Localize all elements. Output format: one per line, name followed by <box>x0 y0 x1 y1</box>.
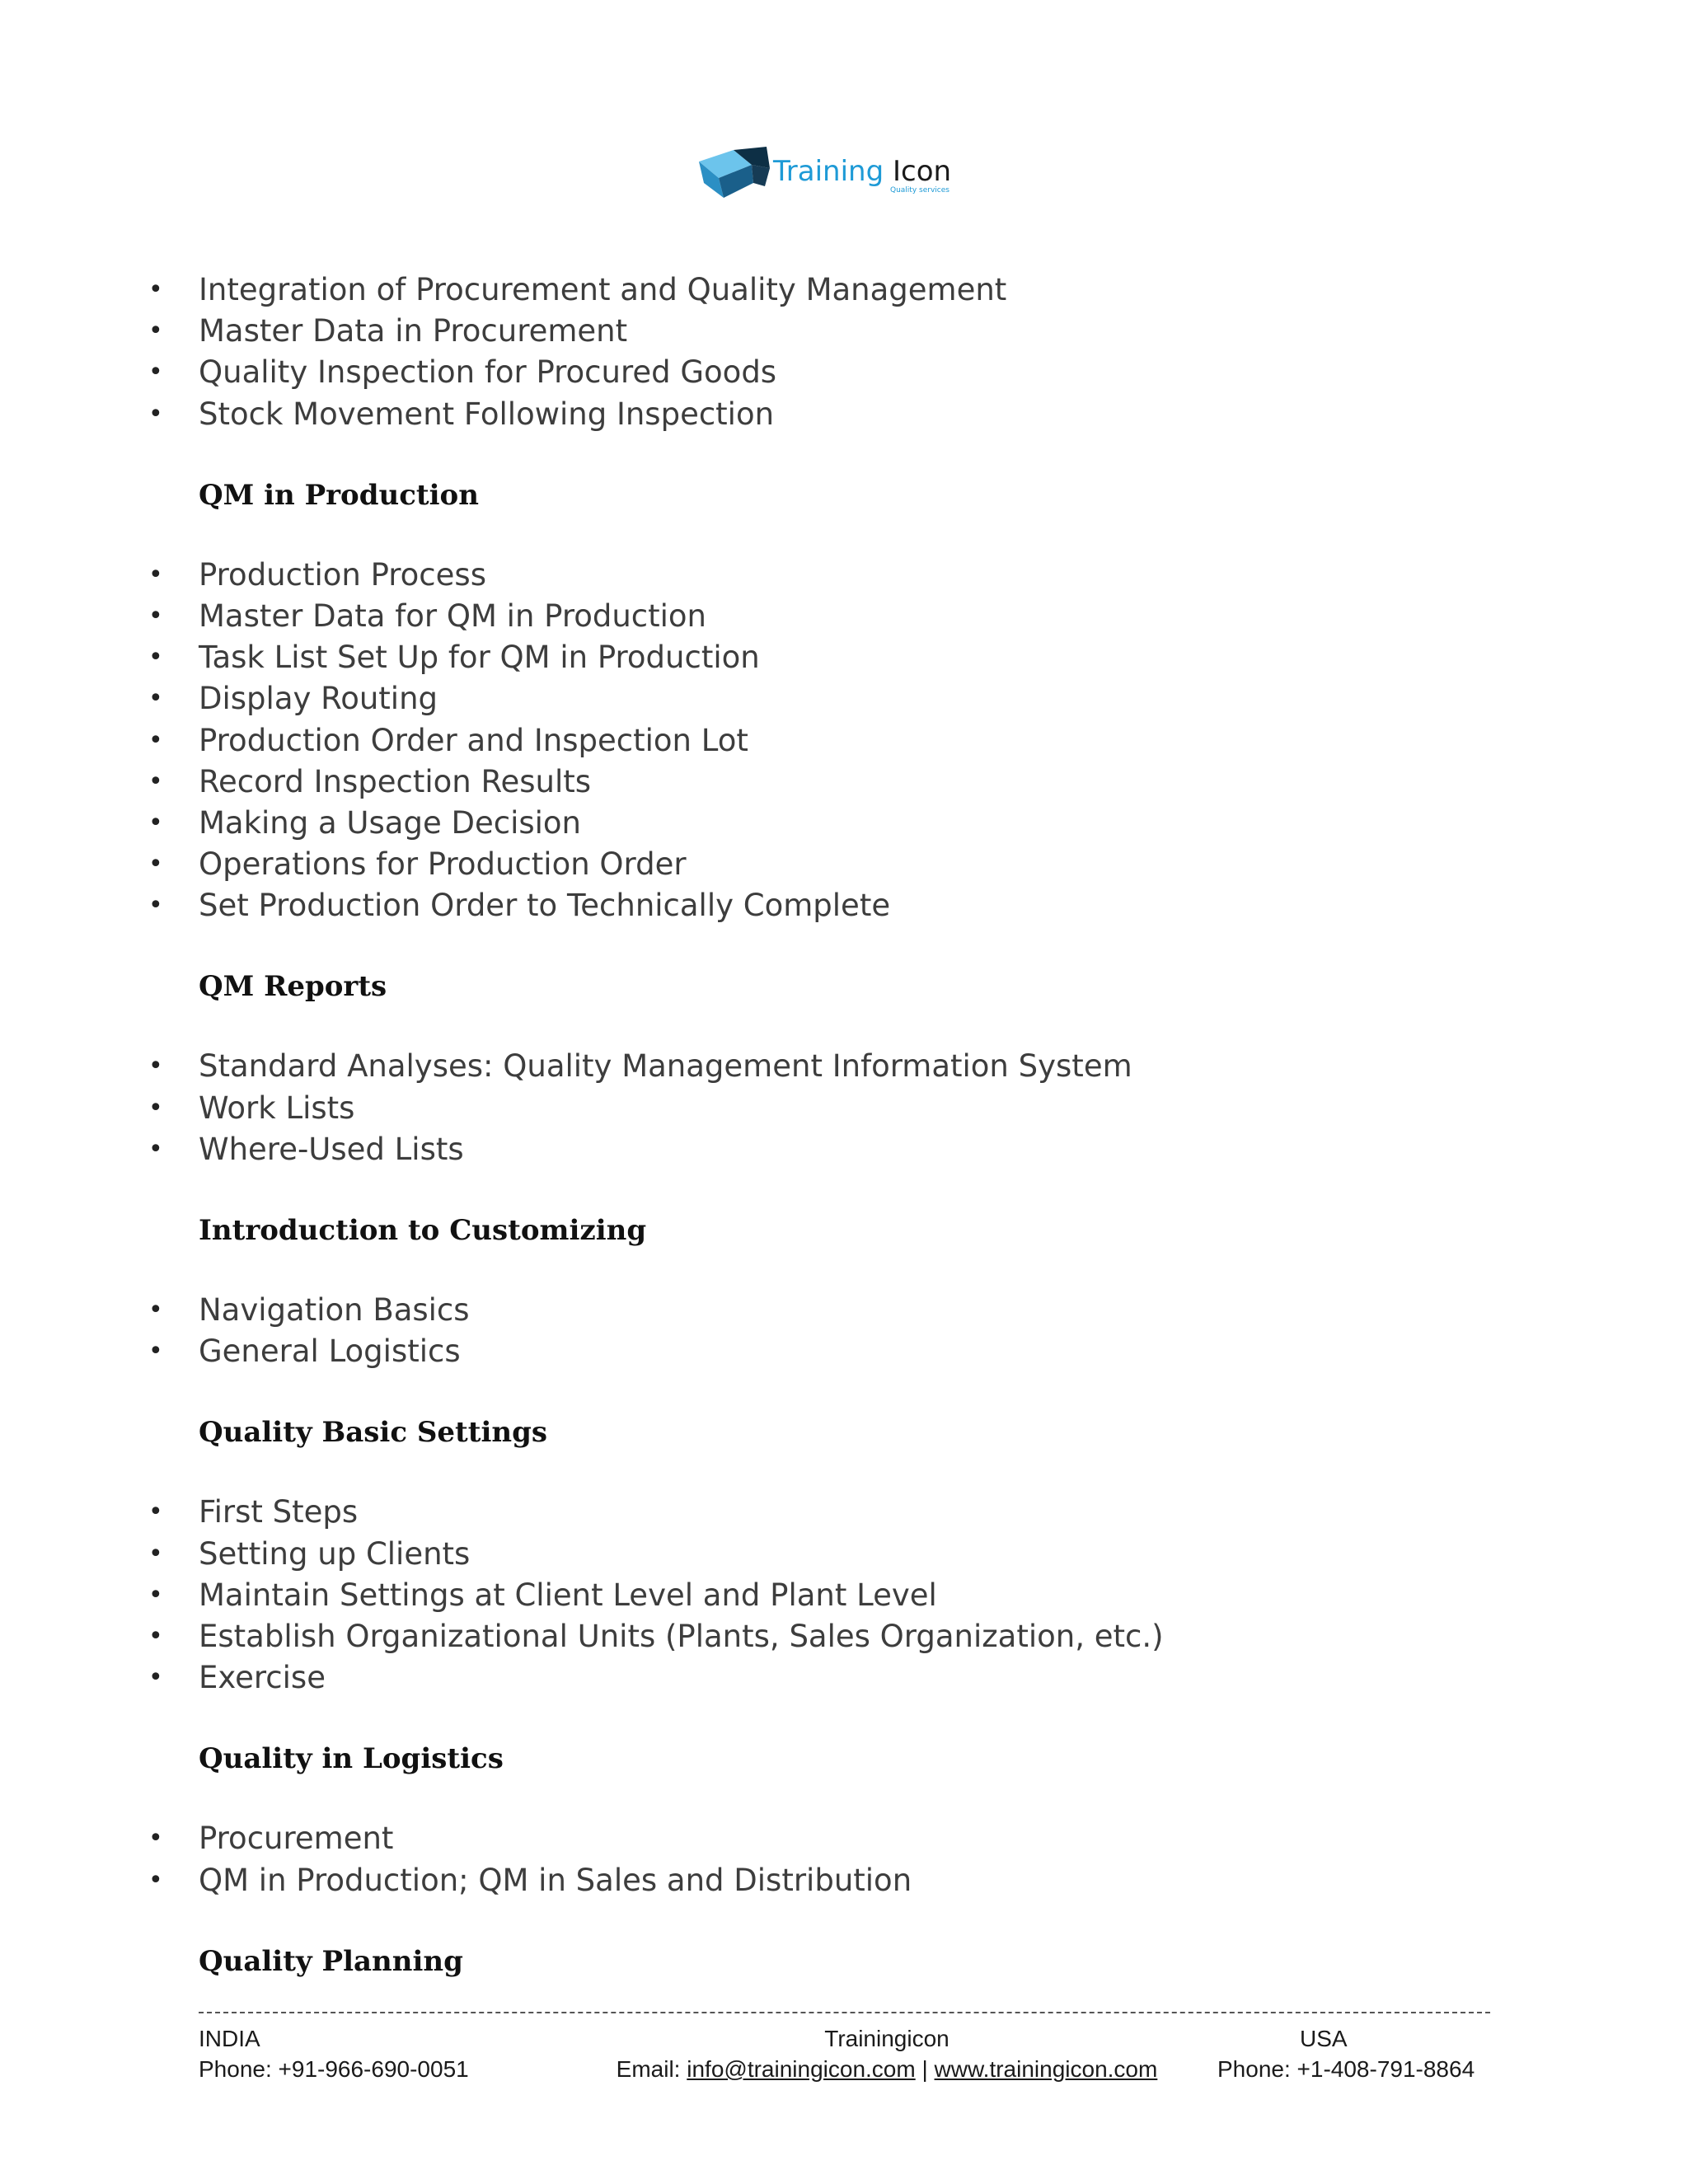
footer-contact-line <box>598 2054 1175 2084</box>
footer-company <box>598 2023 1175 2084</box>
section-heading-intro-customizing: Introduction to Customizing <box>199 1214 647 1247</box>
section-heading-qm-in-production: QM in Production <box>199 478 479 512</box>
list-item: • Establish Organizational Units (Plants, Sales Organization, etc.) <box>0 1616 1688 1657</box>
quality-basic-settings-list <box>0 1492 1688 1699</box>
footer-india-phone: Phone: +91-966-690-0051 <box>199 2056 469 2082</box>
list-item: • Quality Inspection for Procured Goods <box>0 352 1688 393</box>
list-item: • Navigation Basics <box>0 1290 1688 1331</box>
list-item: • Set Production Order to Technically Complete <box>0 885 1688 926</box>
intro-list <box>0 269 1688 435</box>
list-item: • QM in Production; QM in Sales and Distribution <box>0 1860 1688 1901</box>
cube-logo-icon <box>694 140 773 203</box>
list-item: • Making a Usage Decision <box>0 803 1688 844</box>
list-item: • Standard Analyses: Quality Management Information System <box>0 1046 1688 1087</box>
footer-email-label: Email: <box>616 2056 687 2082</box>
qm-in-production-list <box>0 555 1688 927</box>
list-item: • Integration of Procurement and Quality Management <box>0 269 1688 311</box>
logo-word-training: Training <box>773 155 884 188</box>
intro-customizing-list <box>0 1290 1688 1372</box>
list-item: • Production Process <box>0 555 1688 596</box>
footer-divider <box>199 2012 1490 2013</box>
list-item: • First Steps <box>0 1492 1688 1533</box>
list-item: • Operations for Production Order <box>0 844 1688 885</box>
qm-reports-list <box>0 1046 1688 1170</box>
list-item: • Master Data for QM in Production <box>0 596 1688 637</box>
section-heading-qm-reports: QM Reports <box>199 970 387 1004</box>
footer-website-link[interactable]: www.trainingicon.com <box>934 2056 1158 2082</box>
footer-company-name: Trainingicon <box>824 2026 950 2051</box>
logo-wordmark <box>773 155 951 188</box>
list-item: • Production Order and Inspection Lot <box>0 720 1688 762</box>
list-item: • Setting up Clients <box>0 1534 1688 1575</box>
footer-email-link[interactable]: info@trainingicon.com <box>687 2056 916 2082</box>
list-item: • Procurement <box>0 1818 1688 1859</box>
list-item: • Display Routing <box>0 678 1688 719</box>
footer-separator: | <box>915 2056 935 2082</box>
section-heading-quality-basic-settings: Quality Basic Settings <box>199 1416 548 1450</box>
logo-word-icon: Icon <box>892 155 952 188</box>
footer-india-label: INDIA <box>199 2026 260 2051</box>
list-item: • Record Inspection Results <box>0 762 1688 803</box>
list-item: • Where-Used Lists <box>0 1129 1688 1170</box>
footer-usa-phone: Phone: +1-408-791-8864 <box>1217 2056 1475 2082</box>
footer-india <box>199 2023 469 2084</box>
course-outline <box>0 269 1688 1982</box>
section-heading-quality-planning: Quality Planning <box>199 1944 463 1978</box>
list-item: • Exercise <box>0 1657 1688 1699</box>
logo-tagline: Quality services <box>890 186 950 194</box>
quality-in-logistics-list <box>0 1818 1688 1900</box>
list-item: • Stock Movement Following Inspection <box>0 394 1688 435</box>
section-heading-quality-in-logistics: Quality in Logistics <box>199 1742 504 1776</box>
list-item: • General Logistics <box>0 1331 1688 1372</box>
footer-usa-label: USA <box>1300 2026 1348 2051</box>
list-item: • Maintain Settings at Client Level and Plant Level <box>0 1575 1688 1616</box>
footer-usa <box>1217 2023 1475 2084</box>
list-item: • Work Lists <box>0 1088 1688 1129</box>
list-item: • Task List Set Up for QM in Production <box>0 637 1688 678</box>
training-icon-logo <box>694 140 974 203</box>
list-item: • Master Data in Procurement <box>0 311 1688 352</box>
